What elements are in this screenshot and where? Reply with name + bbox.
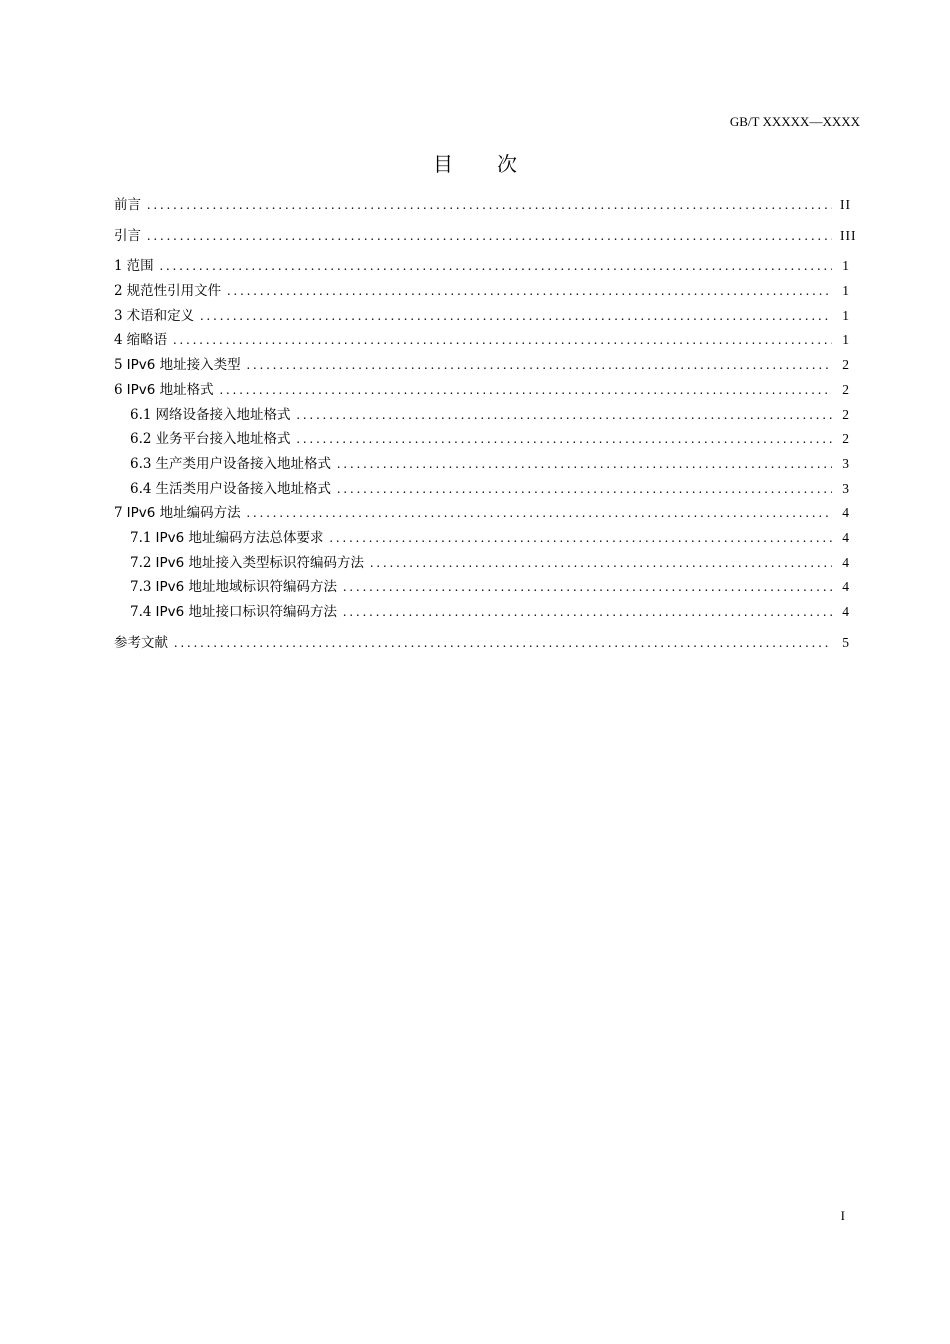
toc-leader-dots [200, 304, 832, 329]
toc-entry-label: IPv6 地址格式 [126, 381, 214, 398]
toc-entry-label: IPv6 地址编码方法总体要求 [155, 529, 324, 546]
toc-leader-dots [337, 452, 832, 477]
toc-leader-dots [343, 575, 832, 600]
toc-entry-label: IPv6 地址接入类型标识符编码方法 [155, 554, 364, 571]
toc-entry-number: 5 [114, 357, 123, 374]
toc-entry-7-2[interactable] [114, 551, 850, 576]
toc-leader-dots [220, 378, 832, 403]
toc-entry-label: IPv6 地址接入类型 [126, 357, 241, 374]
toc-entry-bibliography[interactable] [114, 631, 850, 656]
toc-entry-label: 网络设备接入地址格式 [155, 406, 291, 423]
toc-entry-normative-references[interactable] [114, 279, 850, 304]
toc-entry-page: 2 [842, 406, 850, 422]
toc-leader-dots [329, 526, 832, 551]
toc-entry-7-3[interactable] [114, 575, 850, 600]
toc-entry-page: 4 [842, 529, 850, 545]
toc-entry-number: 1 [114, 258, 123, 275]
toc-entry-label: 规范性引用文件 [126, 283, 222, 300]
toc-entry-label: 引言 [114, 227, 141, 244]
toc-entry-label: IPv6 地址接口标识符编码方法 [155, 604, 337, 620]
toc-entry-page: 5 [842, 634, 850, 650]
toc-entry-6-1[interactable] [114, 403, 850, 428]
toc-entry-address-format[interactable] [114, 378, 850, 403]
toc-entry-label: 生产类用户设备接入地址格式 [155, 455, 331, 472]
toc-entry-page: 4 [842, 579, 850, 595]
toc-entry-6-3[interactable] [114, 452, 850, 477]
toc-entry-number: 6 [114, 381, 123, 398]
toc-entry-label: 参考文献 [114, 634, 168, 651]
toc-entry-introduction[interactable] [114, 224, 857, 249]
toc-leader-dots [160, 254, 832, 279]
toc-entry-terms-definitions[interactable] [114, 304, 850, 329]
toc-leader-dots [296, 427, 832, 452]
toc-entry-number: 7.3 [130, 579, 152, 596]
toc-entry-scope[interactable] [114, 254, 850, 279]
standard-number: GB/T XXXXX—XXXX [729, 114, 860, 129]
toc-entry-page: 2 [842, 357, 850, 373]
toc-title-part2: 次 [497, 152, 517, 176]
toc-leader-dots [247, 501, 832, 526]
toc-entry-6-4[interactable] [114, 477, 850, 502]
toc-entry-6-2[interactable] [114, 427, 850, 452]
toc-leader-dots [370, 551, 832, 576]
toc-title [0, 148, 950, 177]
toc-leader-dots [296, 403, 832, 428]
toc-entry-page: 1 [842, 283, 850, 299]
toc-entry-number: 2 [114, 283, 123, 300]
toc-entry-page: III [840, 227, 857, 243]
toc-entry-page: II [840, 197, 851, 212]
toc-entry-number: 6.4 [130, 480, 152, 497]
toc-entry-number: 7 [114, 505, 123, 522]
toc-leader-dots [147, 224, 832, 249]
toc-entry-label: 前言 [114, 197, 141, 213]
toc-entry-label: IPv6 地址地域标识符编码方法 [155, 579, 337, 596]
page-number: I [840, 1208, 845, 1223]
toc-leader-dots [343, 600, 832, 625]
toc-entry-page: 3 [842, 480, 850, 496]
toc-entry-page: 2 [842, 431, 850, 447]
toc-leader-dots [337, 477, 832, 502]
toc-entry-abbreviations[interactable] [114, 328, 850, 353]
table-of-contents [114, 193, 857, 655]
toc-entry-page: 1 [842, 258, 850, 274]
toc-entry-page: 1 [842, 332, 850, 348]
toc-leader-dots [227, 279, 832, 304]
toc-leader-dots [147, 193, 832, 218]
toc-entry-page: 4 [842, 604, 850, 619]
toc-leader-dots [247, 353, 832, 378]
toc-entry-label: 生活类用户设备接入地址格式 [155, 480, 331, 497]
toc-leader-dots [174, 631, 832, 656]
toc-entry-label: IPv6 地址编码方法 [126, 505, 241, 522]
toc-entry-page: 4 [842, 554, 850, 570]
toc-title-part1: 目 [433, 152, 453, 176]
toc-entry-number: 6.1 [130, 406, 152, 423]
toc-entry-number: 7.1 [130, 529, 152, 546]
toc-leader-dots [173, 328, 832, 353]
toc-entry-page: 3 [842, 455, 850, 471]
toc-entry-label: 术语和定义 [126, 307, 195, 324]
toc-entry-number: 7.2 [130, 554, 152, 571]
toc-entry-page: 1 [842, 307, 850, 323]
toc-entry-encoding-method[interactable] [114, 501, 850, 526]
toc-entry-access-types[interactable] [114, 353, 850, 378]
toc-entry-number: 3 [114, 307, 123, 324]
toc-entry-number: 6.3 [130, 455, 152, 472]
toc-entry-label: 缩略语 [126, 332, 168, 349]
toc-entry-label: 业务平台接入地址格式 [155, 431, 291, 448]
toc-entry-7-1[interactable] [114, 526, 850, 551]
toc-entry-label: 范围 [126, 258, 154, 275]
toc-entry-7-4[interactable] [114, 600, 850, 625]
toc-entry-number: 4 [114, 332, 123, 349]
toc-entry-page: 2 [842, 381, 850, 397]
toc-entry-page: 4 [842, 505, 850, 521]
toc-entry-number: 7.4 [130, 604, 152, 620]
toc-entry-foreword[interactable] [114, 193, 850, 218]
toc-entry-number: 6.2 [130, 431, 152, 448]
